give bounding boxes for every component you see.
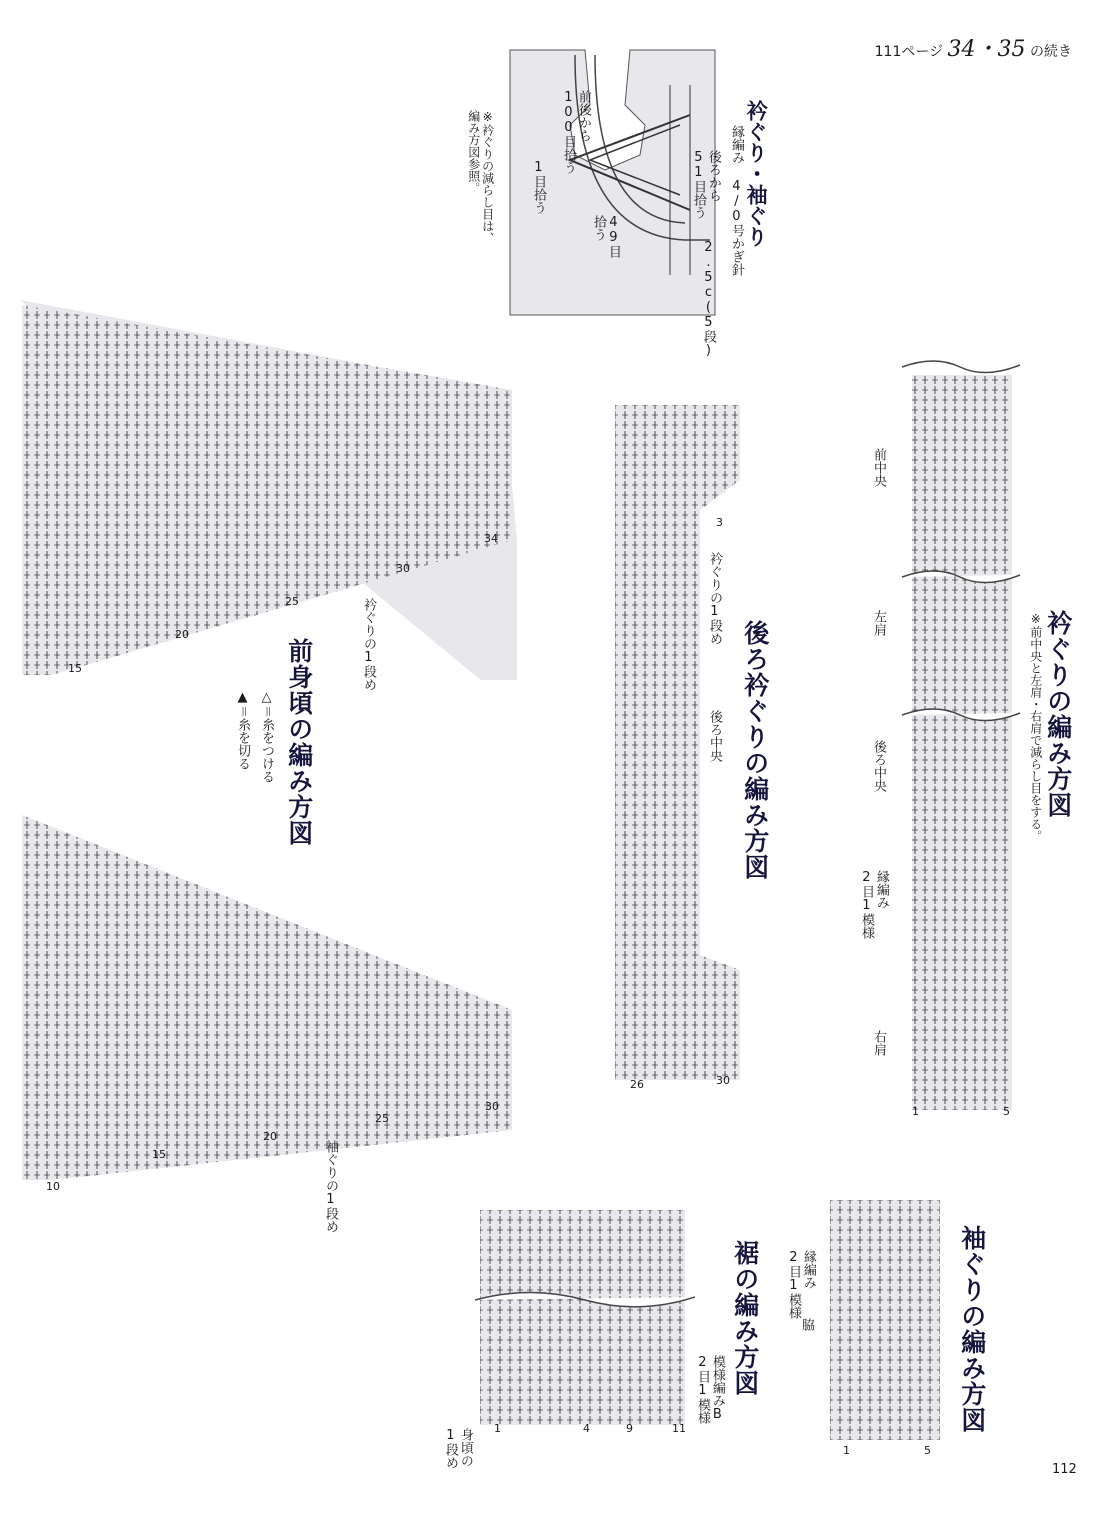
front-upper-num-20: 20 xyxy=(175,628,189,641)
header-pattern-number: 34・35 xyxy=(947,37,1026,62)
header-suffix: の続き xyxy=(1030,44,1072,60)
schematic-one-pick: 1目拾う xyxy=(530,160,546,214)
hem-num-11: 11 xyxy=(672,1422,686,1435)
front-lower-num-10: 10 xyxy=(46,1180,60,1193)
front-lower-first-row: 袖ぐりの1段め xyxy=(322,1140,338,1233)
label-front-center: 前中央 xyxy=(870,448,886,487)
legend-attach: △＝糸をつける xyxy=(258,690,274,783)
schematic-front-pick: 前後から 100目拾う xyxy=(560,90,591,174)
front-body-upper-chart xyxy=(12,300,522,680)
hem-title: 裾の編み方図 xyxy=(730,1240,760,1396)
page-number: 112 xyxy=(1052,1462,1077,1477)
schematic-title: 衿ぐり・袖ぐり xyxy=(744,100,769,247)
neck-edging-chart xyxy=(900,355,1025,1115)
label-back-center: 後ろ中央 xyxy=(870,740,886,792)
hem-chart xyxy=(475,1205,695,1430)
header-prefix: 111ページ xyxy=(874,44,944,60)
page-header xyxy=(875,32,1072,63)
armhole-row-end: 5 xyxy=(924,1444,931,1457)
label-right-shoulder: 右肩 xyxy=(870,1030,886,1056)
schematic-note: ※衿ぐりの減らし目は、 編み方図参照。 xyxy=(466,110,495,244)
label-neck-edge-pattern: 縁編み 2目1模様 xyxy=(858,870,889,939)
front-upper-num-30: 30 xyxy=(396,562,410,575)
label-left-shoulder: 左肩 xyxy=(870,610,886,636)
front-upper-num-34: 34 xyxy=(484,532,498,545)
hem-num-9: 9 xyxy=(626,1422,633,1435)
neck-row-start: 1 xyxy=(912,1105,919,1118)
armhole-title: 袖ぐりの編み方図 xyxy=(957,1225,987,1433)
back-neck-chart xyxy=(610,400,745,1090)
front-lower-num-20: 20 xyxy=(263,1130,277,1143)
front-upper-num-25: 25 xyxy=(285,595,299,608)
front-lower-num-30: 30 xyxy=(485,1100,499,1113)
legend-cut: ▲＝糸を切る xyxy=(234,690,250,770)
hem-body-row: 身頃の 1段め xyxy=(442,1428,473,1469)
front-upper-num-15: 15 xyxy=(68,662,82,675)
neck-row-end: 5 xyxy=(1003,1105,1010,1118)
schematic-width: 2.5c(5段) xyxy=(700,240,716,358)
front-lower-num-25: 25 xyxy=(375,1112,389,1125)
armhole-chart xyxy=(825,1195,945,1445)
back-neck-title: 後ろ衿ぐりの編み方図 xyxy=(740,620,770,880)
schematic-center-pick: 49目 拾う xyxy=(590,215,621,258)
schematic-tool: 縁編み 4/0号かぎ針 xyxy=(728,125,744,276)
back-neck-top-row: 3 xyxy=(716,516,723,529)
hem-pattern: 模様編みB 2目1模様 xyxy=(694,1355,725,1424)
armhole-side: 脇 xyxy=(798,1318,814,1331)
armhole-edge-pattern: 縁編み 2目1模様 xyxy=(785,1250,816,1319)
neck-chart-note: ※前中央と左肩・右肩で減らし目をする。 xyxy=(1028,612,1043,842)
hem-num-1: 1 xyxy=(494,1422,501,1435)
back-neck-center: 後ろ中央 xyxy=(706,710,722,762)
hem-num-4: 4 xyxy=(583,1422,590,1435)
armhole-row-start: 1 xyxy=(843,1444,850,1457)
schematic-back-pick: 後ろから 51目拾う xyxy=(690,150,721,219)
neck-chart-title: 衿ぐりの編み方図 xyxy=(1043,610,1073,818)
front-upper-first-row: 衿ぐりの1段め xyxy=(360,598,376,691)
front-lower-num-15: 15 xyxy=(152,1148,166,1161)
back-neck-num-30: 30 xyxy=(716,1074,730,1087)
back-neck-first-row: 衿ぐりの1段め xyxy=(706,552,722,645)
back-neck-num-26: 26 xyxy=(630,1078,644,1091)
front-body-title: 前身頃の編み方図 xyxy=(284,638,314,846)
